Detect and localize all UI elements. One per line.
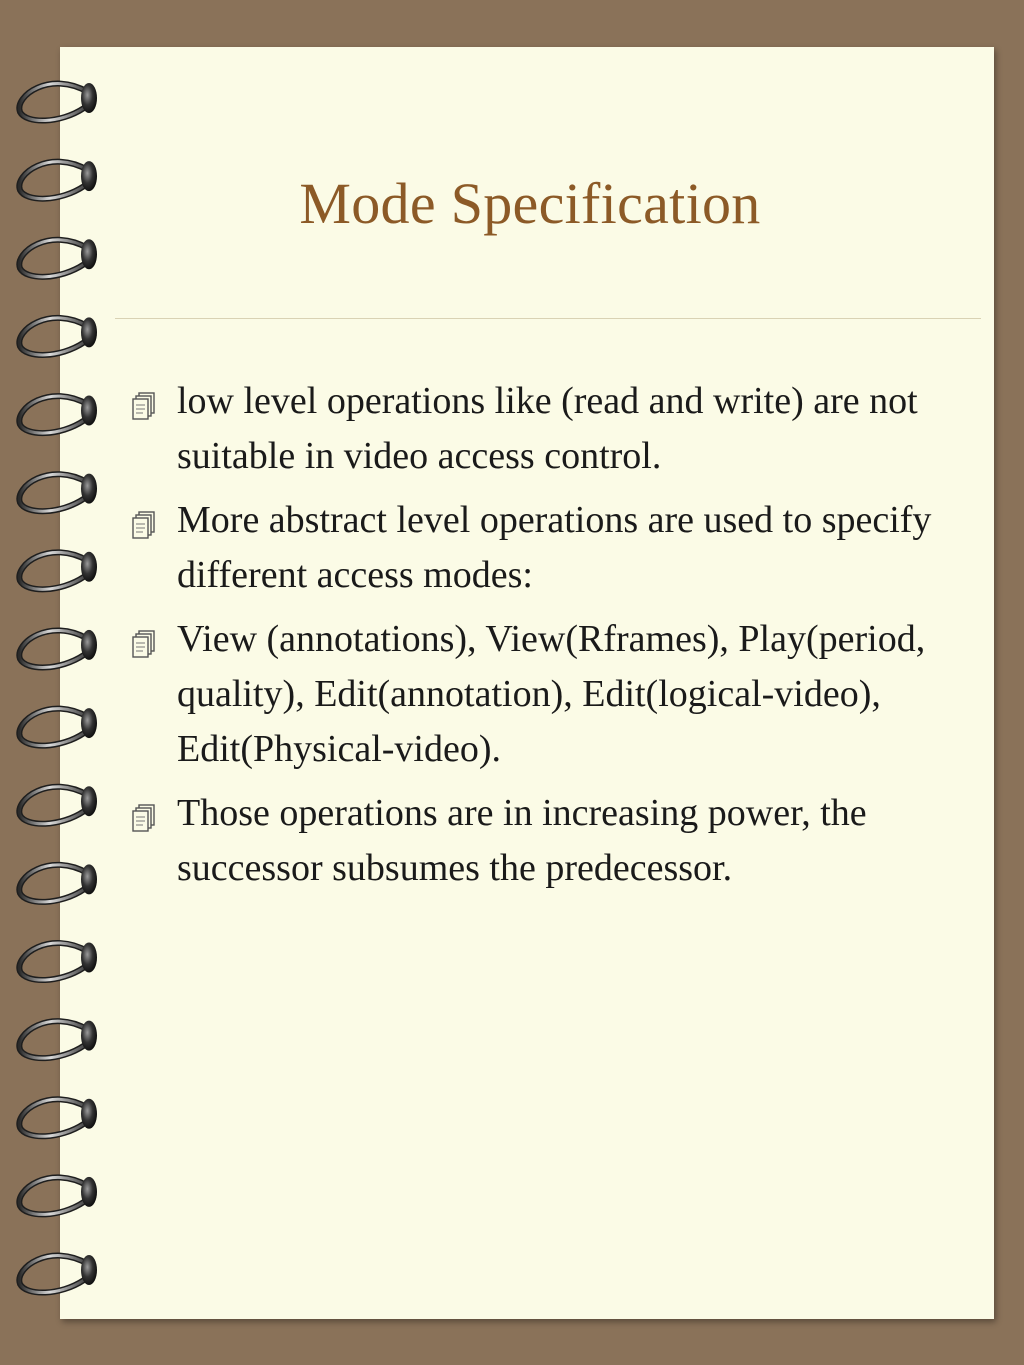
document-stack-icon [129,803,157,835]
bullet-text: low level operations like (read and write) are not suitable in video access control. [177,380,918,477]
bullet-item [125,786,965,896]
bullet-text: Those operations are in increasing power, the successor subsumes the predecessor. [177,792,867,889]
document-stack-icon [129,391,157,423]
bullet-text: View (annotations), View(Rframes), Play(period, quality), Edit(annotation), Edit(logical-video), Edit(Physical-video). [177,618,926,770]
bullet-item [125,612,965,777]
bullet-item [125,493,965,603]
document-stack-icon [129,629,157,661]
document-stack-icon [129,510,157,542]
bullet-item [125,374,965,484]
title-divider [115,318,981,319]
bullet-list [125,374,965,905]
slide-title: Mode Specification [299,171,761,236]
bullet-text: More abstract level operations are used to specify different access modes: [177,499,932,596]
